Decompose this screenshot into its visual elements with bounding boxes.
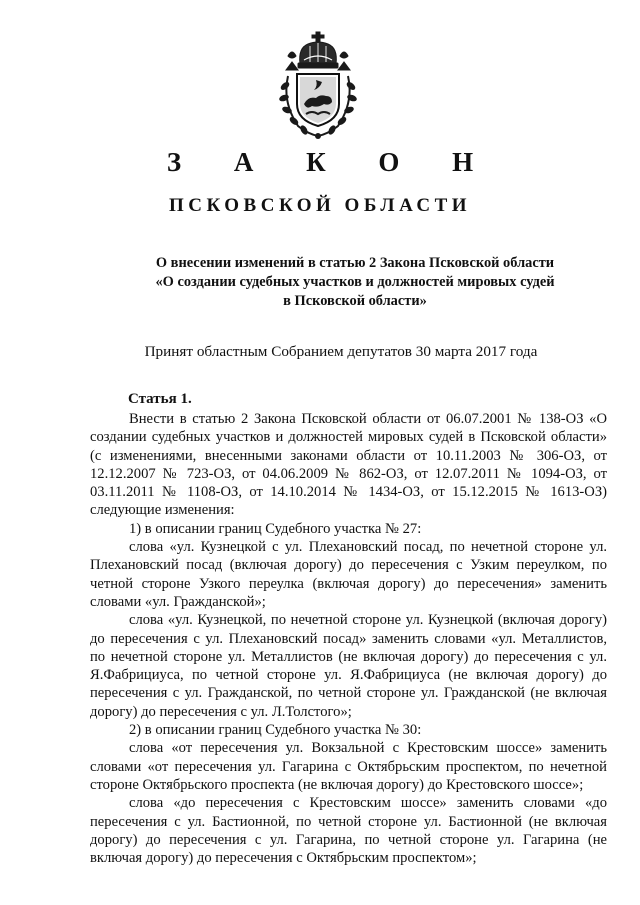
paragraph: слова «до пересечения с Крестовским шоссе» заменить словами «до пересечения с ул. Бастионной, по четной стороне ул. Бастионной (не включая дорогу) до пересечения с ул. Гагарина, по четной стороне ул. Гагарина (не включая дорогу) до пересечения с Октябрьским проспектом»; (90, 795, 607, 867)
subject-line: в Псковской области» (283, 293, 427, 309)
paragraph: слова «от пересечения ул. Вокзальной с Крестовским шоссе» заменить словами «от пересечения ул. Гагарина с Октябрьским проспектом, по нечетной стороне Октябрьского проспекта (не включая дорогу) до Крестовского шоссе»; (90, 740, 607, 793)
law-subject (130, 254, 580, 311)
region-name: ПСКОВСКОЙ ОБЛАСТИ (168, 195, 472, 216)
coat-of-arms-icon (272, 30, 364, 142)
subject-line: «О создании судебных участков и должностей мировых судей (155, 274, 555, 290)
paragraph: Внести в статью 2 Закона Псковской области от 06.07.2001 № 138-ОЗ «О создании судебных участков и должностей мировых судей в Псковской области» (с изменениями, внесенными законами области от 10.11.2003 № 306-ОЗ, от 12.12.2007 № 723-ОЗ, от 04.06.2009 № 862-ОЗ, от 12.07.2011 № 1094-ОЗ, от 03.11.2011 № 1108-ОЗ, от 14.10.2014 № 1434-ОЗ, от 15.12.2015 № 1613-ОЗ) следующие изменения: (90, 411, 607, 519)
paragraph: слова «ул. Кузнецкой, по нечетной стороне ул. Кузнецкой (включая дорогу) до пересечения с ул. Плехановский посад» заменить словами «ул. Металлистов, по нечетной стороне ул. Металлистов (не включая дорогу) до пересечения с ул. Я.Фабрициуса, по четной стороне ул. Я.Фабрициуса (не включая дорогу) до пересечения с ул. Гражданской, по четной стороне ул. Гражданской (не включая дорогу) до пересечения с ул. Л.Толстого»; (90, 612, 607, 720)
law-title: З А К О Н (166, 147, 497, 177)
paragraph: 2) в описании границ Судебного участка № 30: (129, 722, 422, 739)
paragraph: слова «ул. Кузнецкой с ул. Плехановский посад, по нечетной стороне ул. Плехановский посад (включая дорогу) до пересечения с Узким переулком, по четной стороне Узкого переулка (включая дорогу) до пересечения» заменить словами «ул. Гражданской»; (90, 539, 607, 610)
paragraph: 1) в описании границ Судебного участка № 27: (129, 520, 422, 537)
adoption-date: Принят областным Собранием депутатов 30 марта 2017 года (144, 343, 538, 360)
article-body (90, 410, 607, 867)
article-heading: Статья 1. (128, 391, 192, 407)
subject-line: О внесении изменений в статью 2 Закона Псковской области (155, 255, 555, 271)
